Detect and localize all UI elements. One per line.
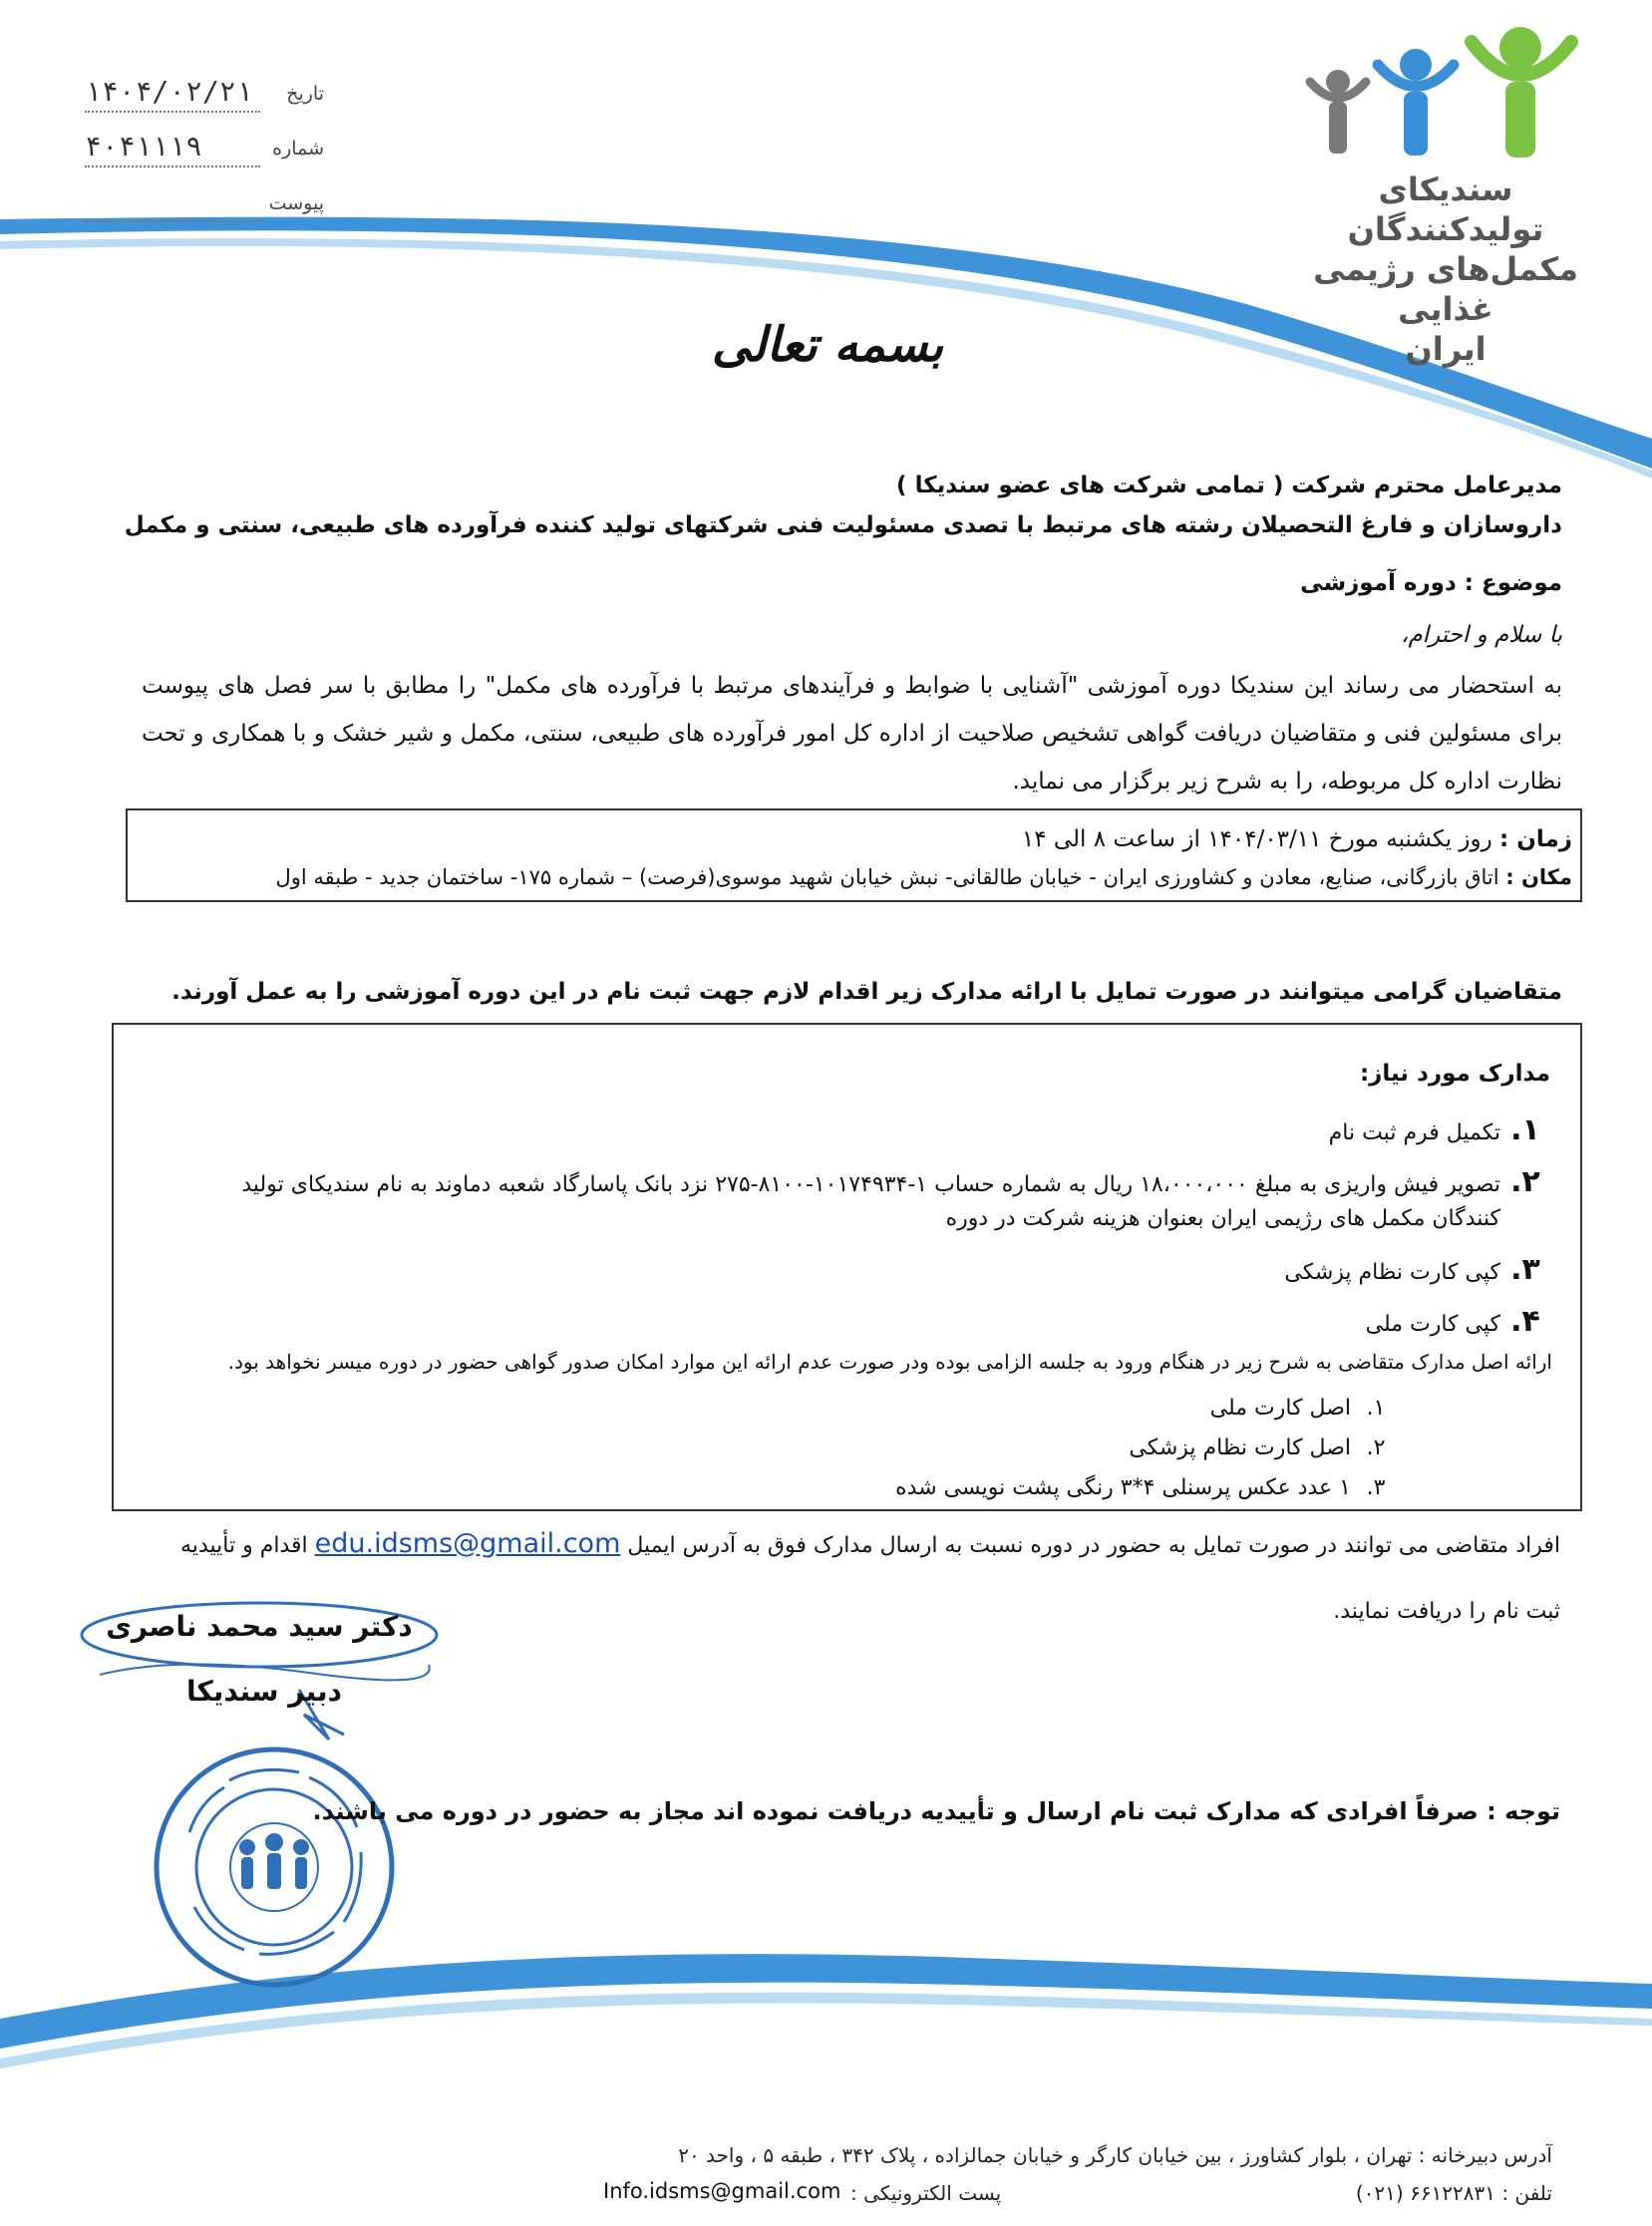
email-text-1: افراد متقاضی می توانند در صورت تمایل به حضور در دوره نسبت به ارسال مدارک فوق به آدرس ایمیل [627, 1533, 1560, 1558]
number-value: ۴۰۴۱۱۱۹ [85, 130, 203, 162]
number-label: شماره [272, 138, 324, 159]
document-item-4: ۴.کپی کارت ملی [1365, 1304, 1540, 1339]
documents-title: مدارک مورد نیاز: [1359, 1061, 1550, 1087]
logo-line-1: سندیکای تولیدکنندگان [1347, 170, 1544, 248]
document-item-2-cont: کنندگان مکمل های رژیمی ایران بعنوان هزینه شرکت در دوره [945, 1206, 1500, 1231]
time-value: روز یکشنبه مورخ ۱۴۰۴/۰۳/۱۱ از ساعت ۸ الی ۱۴ [1021, 826, 1492, 852]
time-label: زمان : [1499, 826, 1572, 852]
signatory-name: دکتر سید محمد ناصری [106, 1610, 413, 1643]
email-paragraph-line-2: ثبت نام را دریافت نمایند. [1333, 1599, 1560, 1624]
document-item-2: ۲.تصویر فیش واریزی به مبلغ ۱۸،۰۰۰،۰۰۰ ریال به شماره حساب ۱-۱۰۱۷۴۹۳۴-۸۱۰۰-۲۷۵ نزد بانک پاسارگاد شعبه دماوند به نام سندیکای تولید [241, 1164, 1540, 1199]
syndicate-logo [1296, 20, 1595, 368]
logo-line-3: ایران [1405, 330, 1487, 368]
people-logo-icon [1296, 20, 1595, 159]
footer-phone: تلفن : ۶۶۱۲۲۸۳۱ (۰۲۱) [1355, 2181, 1552, 2205]
applicants-note: متقاضیان گرامی میتوانند در صورت تمایل با ارائه مدارک زیر اقدام لازم جهت ثبت نام در این دوره آموزشی را به عمل آورند. [171, 979, 1562, 1005]
subject-line: موضوع : دوره آموزشی [1300, 570, 1562, 596]
registration-email-link[interactable]: edu.idsms@gmail.com [314, 1528, 621, 1559]
email-text-2: اقدام و تأییدیه [180, 1533, 308, 1558]
document-item-3: ۳.کپی کارت نظام پزشکی [1284, 1252, 1540, 1287]
footer-email[interactable]: Info.idsms@gmail.com [603, 2179, 841, 2203]
email-paragraph [180, 1527, 1560, 1563]
original-item-2: ۲.اصل کارت نظام پزشکی [1129, 1435, 1386, 1460]
body-paragraph: به استحضار می رساند این سندیکا دوره آموزشی "آشنایی با ضوابط و فرآیندهای مرتبط با فرآورده های مکمل" را مطابق با سر فصل های پیوست برای مسئولین فنی و متقاضیان دریافت گواهی تشخیص صلاحیت از اداره کل امور فرآورده های طبیعی، سنتی، مکمل و شیر خشک و با همکاری و تحت نظارت اداره کل مربوطه، را به شرح زیر برگزار می نماید. [142, 673, 1562, 795]
original-item-3: ۳.۱ عدد عکس پرسنلی ۴*۳ رنگی پشت نویسی شده [895, 1475, 1386, 1500]
original-item-1: ۱.اصل کارت ملی [1209, 1396, 1386, 1421]
syndicate-seal [150, 1743, 399, 1992]
event-box [126, 808, 1582, 902]
document-item-1: ۱.تکمیل فرم ثبت نام [1328, 1113, 1540, 1147]
place-label: مکان : [1505, 865, 1572, 889]
footer-email-label: پست الکترونیکی : [850, 2181, 1002, 2205]
attendance-notice: توجه : صرفاً افرادی که مدارک ثبت نام ارسال و تأییدیه دریافت نموده اند مجاز به حضور در دوره می باشند. [312, 1797, 1560, 1825]
signatory-title: دبیر سندیکا [186, 1675, 342, 1708]
greeting: با سلام و احترام، [1401, 622, 1562, 648]
number-row [85, 130, 324, 169]
date-value: ۱۴۰۴/۰۲/۲۱ [85, 75, 253, 108]
originals-note: ارائه اصل مدارک متقاضی به شرح زیر در هنگام ورود به جلسه الزامی بوده ودر صورت عدم ارائه این موارد امکان صدور گواهی حضور در دوره میسر نخواهد بود. [227, 1350, 1552, 1374]
recipient-line-2: داروسازان و فارغ التحصیلان رشته های مرتبط با تصدی مسئولیت فنی شرکتهای تولید کننده فرآورده های طبیعی، سنتی و مکمل [124, 512, 1562, 538]
logo-line-2: مکمل‌های رژیمی غذایی [1313, 250, 1578, 328]
recipient-line-1: مدیرعامل محترم شرکت ( تمامی شرکت های عضو سندیکا ) [896, 473, 1562, 498]
date-label: تاریخ [286, 83, 324, 105]
attachment-row [85, 184, 324, 224]
date-row [85, 75, 324, 115]
footer-address: آدرس دبیرخانه : تهران ، بلوار کشاورز ، بین خیابان کارگر و خیابان جمالزاده ، پلاک ۳۴۲ ، طبقه ۵ ، واحد ۲۰ [678, 2143, 1552, 2167]
place-value: اتاق بازرگانی، صنایع، معادن و کشاورزی ایران - خیابان طالقانی- نبش خیابان شهید موسوی(فرصت) – شماره ۱۷۵- ساختمان جدید - طبقه اول [275, 865, 1499, 889]
attachment-label: پیوست [268, 192, 324, 214]
documents-box [112, 1023, 1582, 1511]
bismillah: بسمه تعالی [711, 317, 944, 373]
